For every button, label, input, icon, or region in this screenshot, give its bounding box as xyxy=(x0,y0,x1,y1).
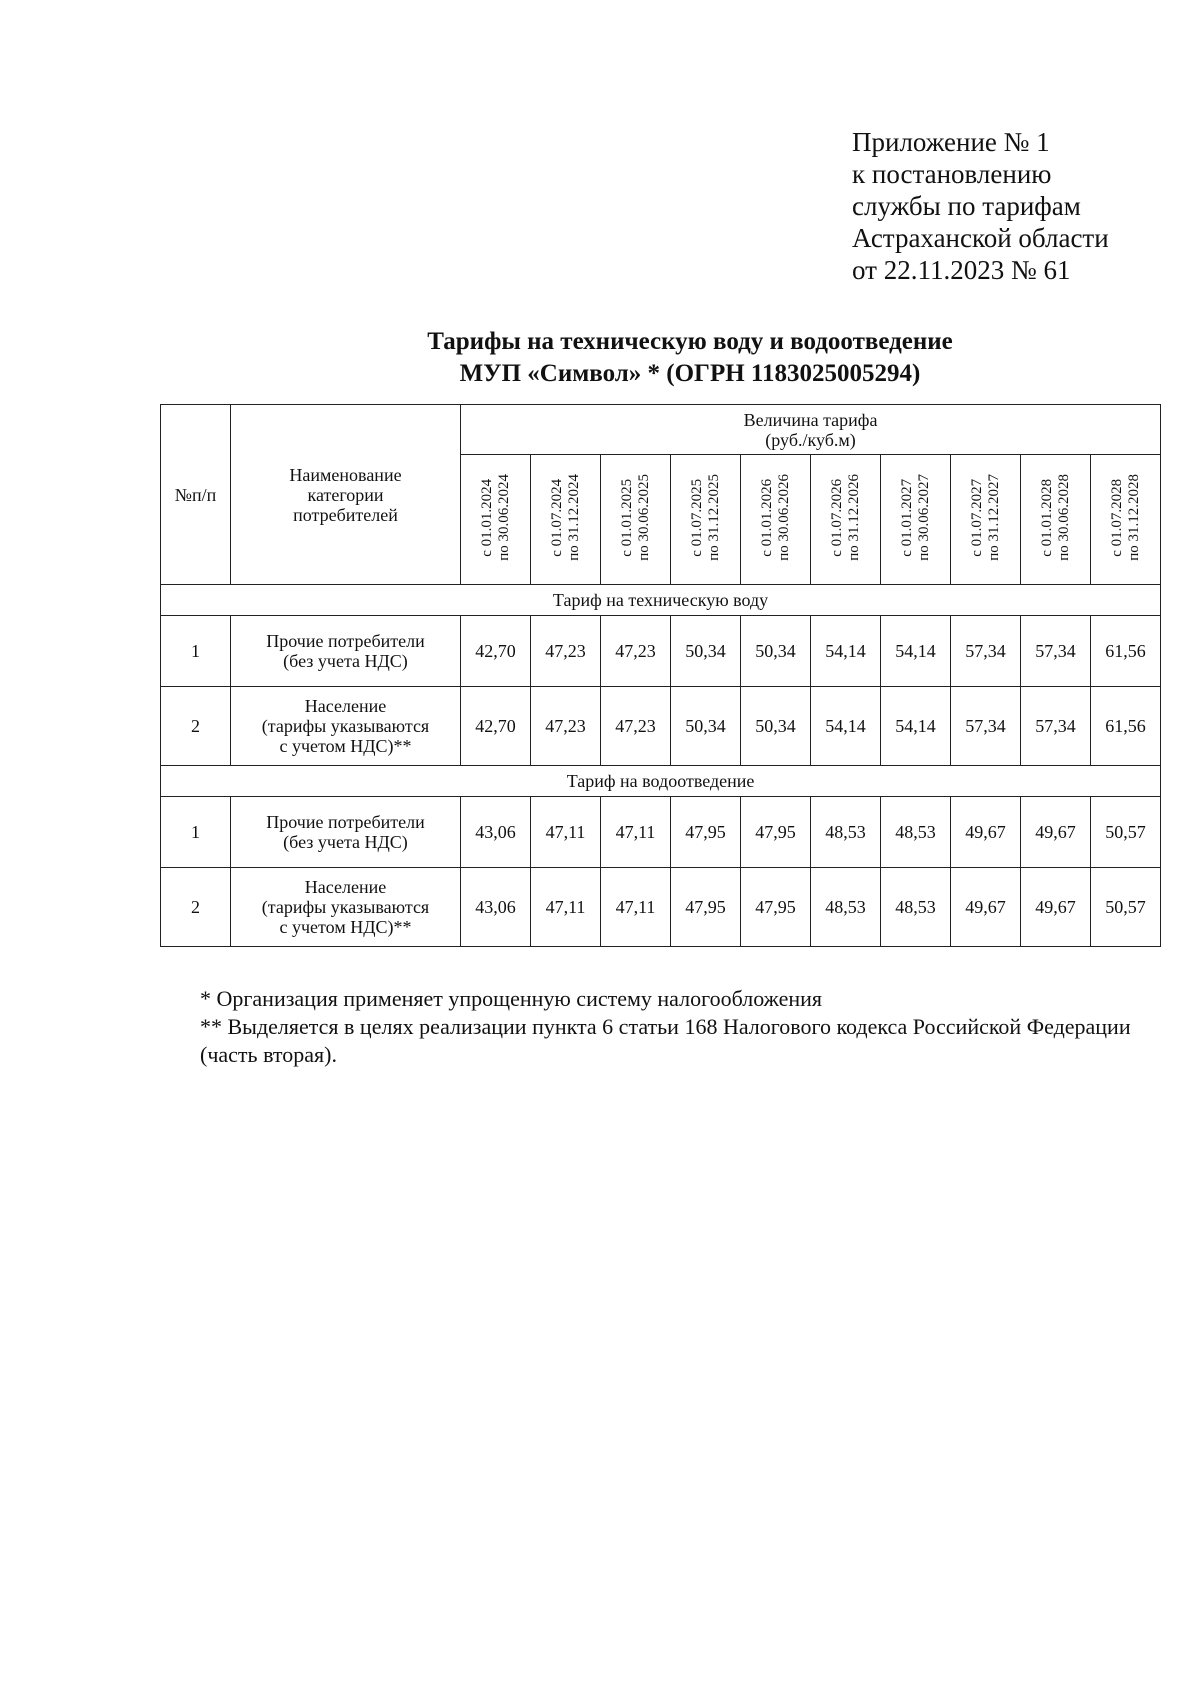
consumer-category xyxy=(231,616,461,687)
tariff-value: 47,23 xyxy=(601,687,671,766)
tariff-table xyxy=(160,404,1161,947)
tariff-value: 48,53 xyxy=(881,797,951,868)
section-title: Тариф на водоотведение xyxy=(161,766,1161,797)
header-period: с 01.07.2025 по 31.12.2025 xyxy=(671,455,741,585)
consumer-category-line: (без учета НДС) xyxy=(283,651,408,671)
consumer-category-line: (без учета НДС) xyxy=(283,832,408,852)
tariff-value: 47,11 xyxy=(531,868,601,947)
tariff-value: 47,11 xyxy=(531,797,601,868)
tariff-value: 47,11 xyxy=(601,868,671,947)
tariff-value: 42,70 xyxy=(461,616,531,687)
header-period: с 01.07.2026 по 31.12.2026 xyxy=(811,455,881,585)
tariff-value: 50,34 xyxy=(671,616,741,687)
tariff-value: 47,23 xyxy=(531,616,601,687)
tariff-value: 57,34 xyxy=(951,616,1021,687)
header-period: с 01.07.2027 по 31.12.2027 xyxy=(951,455,1021,585)
tariff-value: 57,34 xyxy=(1021,616,1091,687)
tariff-value: 48,53 xyxy=(811,868,881,947)
table-row xyxy=(161,616,1161,687)
tariff-value: 54,14 xyxy=(881,687,951,766)
tariff-value: 47,23 xyxy=(531,687,601,766)
tariff-value: 54,14 xyxy=(811,616,881,687)
consumer-category-line: с учетом НДС)** xyxy=(279,917,412,937)
tariff-value: 61,56 xyxy=(1091,687,1161,766)
tariff-value: 54,14 xyxy=(811,687,881,766)
appendix-reference xyxy=(852,126,1109,286)
appendix-line: Приложение № 1 xyxy=(852,127,1050,157)
tariff-value: 43,06 xyxy=(461,797,531,868)
header-period: с 01.01.2026 по 30.06.2026 xyxy=(741,455,811,585)
section-row xyxy=(161,766,1161,797)
table-row xyxy=(161,797,1161,868)
tariff-value: 47,23 xyxy=(601,616,671,687)
consumer-category-line: Население xyxy=(304,696,387,716)
tariff-value: 54,14 xyxy=(881,616,951,687)
tariff-value: 49,67 xyxy=(1021,797,1091,868)
tariff-value: 49,67 xyxy=(951,797,1021,868)
row-number: 2 xyxy=(161,868,231,947)
consumer-category-line: Прочие потребители xyxy=(266,631,425,651)
tariff-value: 50,57 xyxy=(1091,868,1161,947)
tariff-value: 49,67 xyxy=(951,868,1021,947)
header-period: с 01.01.2024 по 30.06.2024 xyxy=(461,455,531,585)
header-category xyxy=(231,405,461,585)
tariff-value: 47,95 xyxy=(741,797,811,868)
header-period: с 01.07.2028 по 31.12.2028 xyxy=(1091,455,1161,585)
table-row xyxy=(161,868,1161,947)
appendix-line: к постановлению xyxy=(852,159,1052,189)
row-number: 2 xyxy=(161,687,231,766)
tariff-value: 57,34 xyxy=(951,687,1021,766)
section-title: Тариф на техническую воду xyxy=(161,585,1161,616)
appendix-line: от 22.11.2023 № 61 xyxy=(852,255,1071,285)
header-period: с 01.01.2028 по 30.06.2028 xyxy=(1021,455,1091,585)
tariff-value: 47,95 xyxy=(671,868,741,947)
title-line-1: Тарифы на техническую воду и водоотведение xyxy=(427,328,953,355)
tariff-value: 50,34 xyxy=(741,687,811,766)
title-line-2: МУП «Символ» * (ОГРН 1183025005294) xyxy=(459,360,921,387)
consumer-category-line: Население xyxy=(304,877,387,897)
header-category-line: Наименование xyxy=(289,464,402,485)
tariff-value: 49,67 xyxy=(1021,868,1091,947)
consumer-category xyxy=(231,687,461,766)
tariff-value: 50,34 xyxy=(671,687,741,766)
tariff-value: 47,11 xyxy=(601,797,671,868)
appendix-line: Астраханской области xyxy=(852,223,1109,253)
document-title xyxy=(300,326,1080,390)
footnote-2: ** Выделяется в целях реализации пункта 6 статьи 168 Налогового кодекса Российской Федерации (часть вторая). xyxy=(200,1014,1131,1067)
consumer-category-line: (тарифы указываются xyxy=(261,716,430,736)
table-row xyxy=(161,687,1161,766)
tariff-value: 57,34 xyxy=(1021,687,1091,766)
tariff-value: 61,56 xyxy=(1091,616,1161,687)
tariff-value: 47,95 xyxy=(671,797,741,868)
section-row xyxy=(161,585,1161,616)
tariff-value: 47,95 xyxy=(741,868,811,947)
header-tariff-value xyxy=(461,405,1161,455)
tariff-table-body xyxy=(161,585,1161,947)
tariff-value: 48,53 xyxy=(881,868,951,947)
row-number: 1 xyxy=(161,797,231,868)
header-number: №п/п xyxy=(161,405,231,585)
header-category-line: категории xyxy=(307,484,384,505)
consumer-category-line: с учетом НДС)** xyxy=(279,736,412,756)
tariff-value: 43,06 xyxy=(461,868,531,947)
footnotes xyxy=(200,985,1140,1069)
consumer-category-line: (тарифы указываются xyxy=(261,897,430,917)
header-period: с 01.07.2024 по 31.12.2024 xyxy=(531,455,601,585)
appendix-line: службы по тарифам xyxy=(852,191,1081,221)
tariff-value: 50,34 xyxy=(741,616,811,687)
row-number: 1 xyxy=(161,616,231,687)
tariff-value: 50,57 xyxy=(1091,797,1161,868)
footnote-1: * Организация применяет упрощенную систему налогообложения xyxy=(200,986,823,1011)
consumer-category xyxy=(231,797,461,868)
tariff-value: 42,70 xyxy=(461,687,531,766)
consumer-category xyxy=(231,868,461,947)
header-tariff-value-line: Величина тарифа xyxy=(743,409,878,430)
header-period: с 01.01.2025 по 30.06.2025 xyxy=(601,455,671,585)
consumer-category-line: Прочие потребители xyxy=(266,812,425,832)
tariff-value: 48,53 xyxy=(811,797,881,868)
header-category-line: потребителей xyxy=(293,504,398,525)
header-period: с 01.01.2027 по 30.06.2027 xyxy=(881,455,951,585)
header-tariff-unit: (руб./куб.м) xyxy=(765,429,856,450)
